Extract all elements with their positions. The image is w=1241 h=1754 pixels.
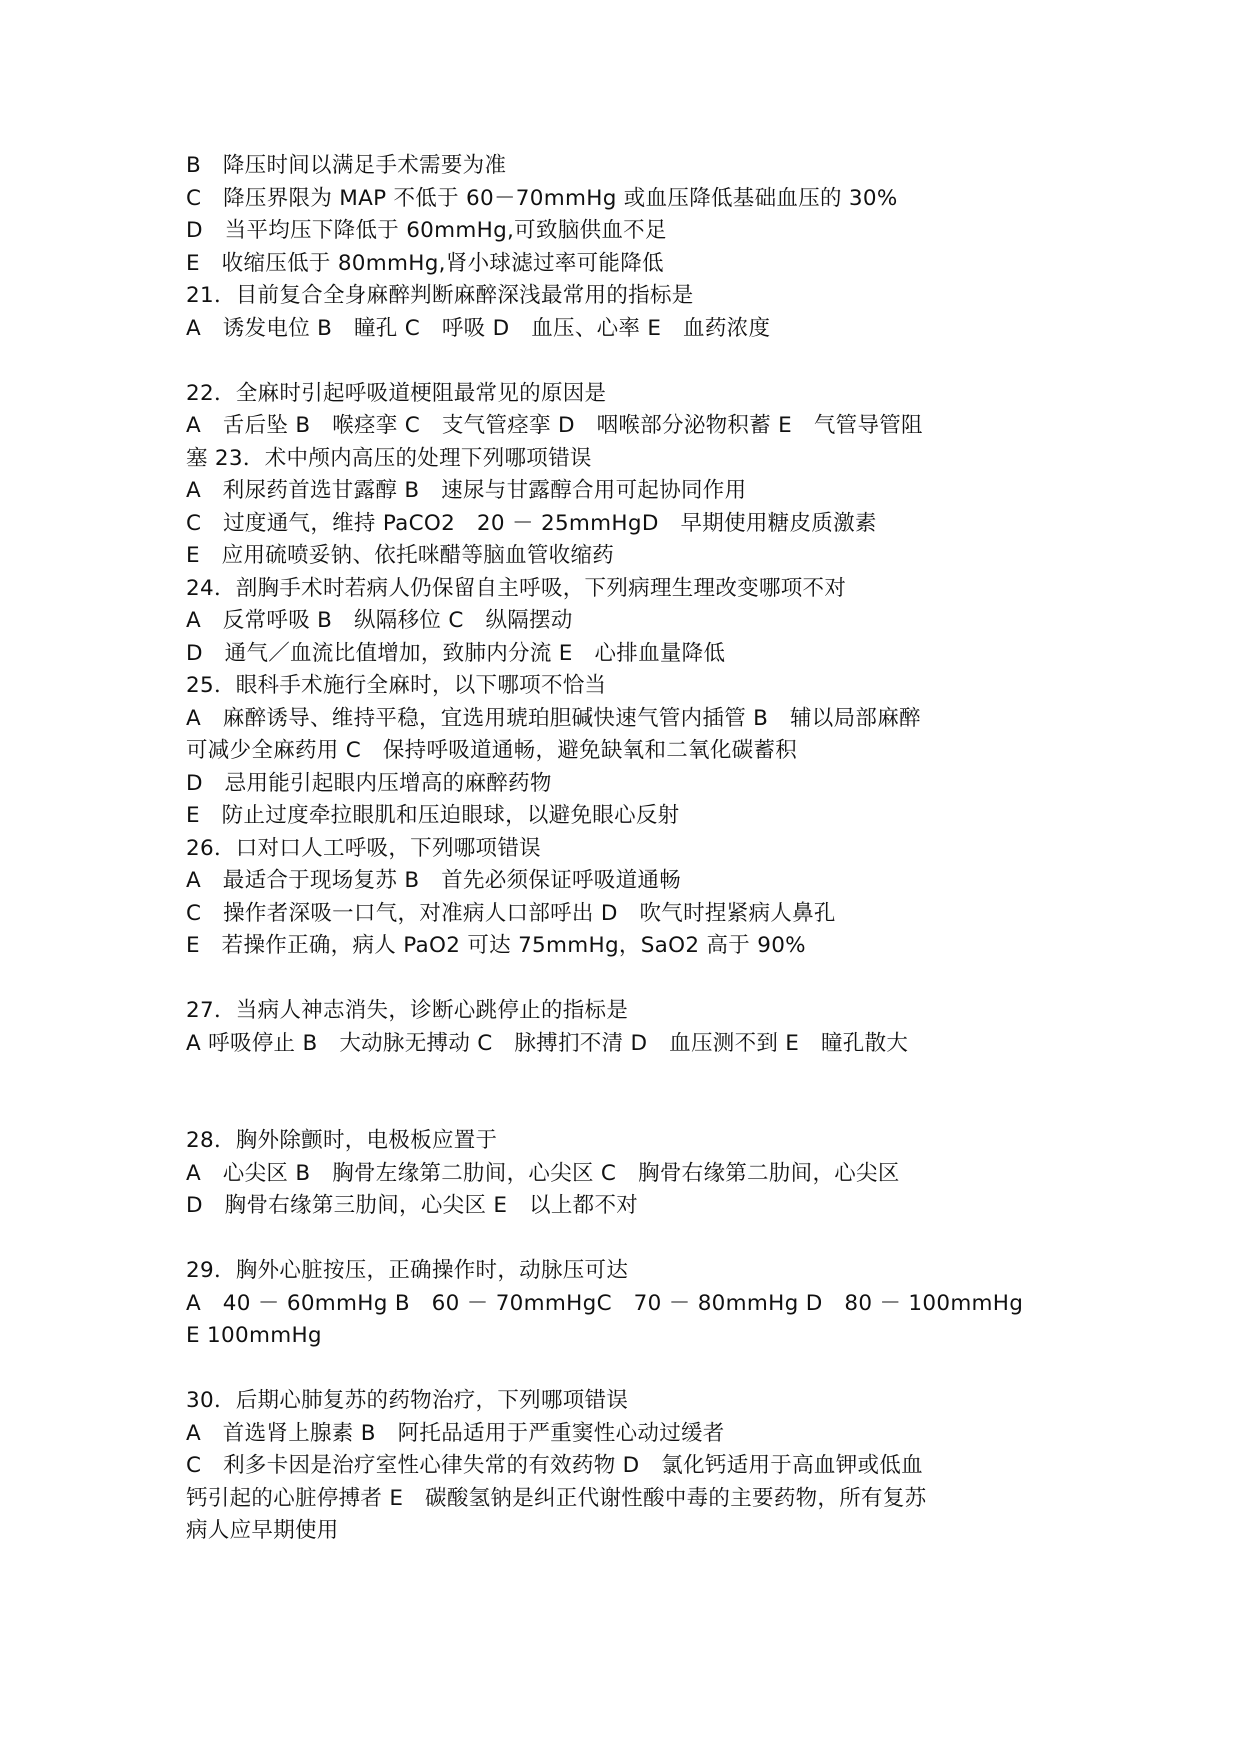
text-line: C 过度通气，维持 PaCO2 20 － 25mmHgD 早期使用糖皮质激素	[186, 510, 877, 536]
text-line: C 降压界限为 MAP 不低于 60－70mmHg 或血压降低基础血压的 30%	[186, 185, 898, 211]
text-line: B 降压时间以满足手术需要为准	[186, 153, 507, 178]
text-line: A 舌后坠 B 喉痉挛 C 支气管痉挛 D 咽喉部分泌物积蓄 E 气管导管阻	[186, 413, 923, 438]
text-line: A 麻醉诱导、维持平稳，宜选用琥珀胆碱快速气管内插管 B 辅以局部麻醉	[186, 705, 921, 731]
text-line: A 心尖区 B 胸骨左缘第二肋间，心尖区 C 胸骨右缘第二肋间，心尖区	[186, 1160, 900, 1186]
text-line: A 诱发电位 B 瞳孔 C 呼吸 D 血压、心率 E 血药浓度	[186, 315, 771, 341]
text-line: E 100mmHg	[186, 1323, 322, 1348]
text-line: A 40 － 60mmHg B 60 － 70mmHgC 70 － 80mmHg D 80 － 100mmHg	[186, 1290, 1024, 1316]
text-line: 27．当病人神志消失，诊断心跳停止的指标是	[186, 998, 629, 1023]
text-line: 22．全麻时引起呼吸道梗阻最常见的原因是	[186, 380, 607, 406]
text-line: E 若操作正确，病人 PaO2 可达 75mmHg，SaO2 高于 90%	[186, 933, 806, 958]
text-line: 29．胸外心脏按压，正确操作时，动脉压可达	[186, 1258, 629, 1283]
text-line: 可减少全麻药用 C 保持呼吸道通畅，避免缺氧和二氧化碳蓄积	[186, 738, 798, 763]
text-line: A 首选肾上腺素 B 阿托品适用于严重窦性心动过缓者	[186, 1420, 725, 1446]
blank-line	[186, 345, 1086, 378]
text-line: 塞 23．术中颅内高压的处理下列哪项错误	[186, 445, 592, 471]
text-line: 24．剖胸手术时若病人仍保留自主呼吸，下列病理生理改变哪项不对	[186, 575, 847, 601]
text-line: 30．后期心肺复苏的药物治疗，下列哪项错误	[186, 1388, 629, 1413]
blank-line	[186, 1093, 1086, 1126]
blank-line	[186, 1060, 1086, 1093]
text-line: D 忌用能引起眼内压增高的麻醉药物	[186, 770, 552, 796]
text-line: 21．目前复合全身麻醉判断麻醉深浅最常用的指标是	[186, 283, 694, 308]
blank-line	[186, 1223, 1086, 1256]
text-line: 25．眼科手术施行全麻时，以下哪项不恰当	[186, 673, 607, 698]
text-line: C 操作者深吸一口气，对准病人口部呼出 D 吹气时捏紧病人鼻孔	[186, 900, 836, 926]
document-body	[186, 150, 1086, 1548]
text-line: D 当平均压下降低于 60mmHg,可致脑供血不足	[186, 218, 667, 243]
text-line: A 反常呼吸 B 纵隔移位 C 纵隔摆动	[186, 608, 573, 633]
text-line: C 利多卡因是治疗室性心律失常的有效药物 D 氯化钙适用于高血钾或低血	[186, 1453, 923, 1478]
text-line: E 收缩压低于 80mmHg,肾小球滤过率可能降低	[186, 250, 664, 276]
text-line: 病人应早期使用	[186, 1518, 339, 1543]
text-line: 28．胸外除颤时，电极板应置于	[186, 1128, 498, 1153]
text-line: E 防止过度牵拉眼肌和压迫眼球，以避免眼心反射	[186, 803, 680, 828]
text-line: A 呼吸停止 B 大动脉无搏动 C 脉搏扪不清 D 血压测不到 E 瞳孔散大	[186, 1030, 909, 1056]
text-line: 26．口对口人工呼吸，下列哪项错误	[186, 835, 541, 861]
blank-line	[186, 963, 1086, 996]
text-line: A 利尿药首选甘露醇 B 速尿与甘露醇合用可起协同作用	[186, 478, 747, 503]
text-line: A 最适合于现场复苏 B 首先必须保证呼吸道通畅	[186, 868, 681, 893]
text-line: E 应用硫喷妥钠、依托咪醋等脑血管收缩药	[186, 543, 615, 568]
text-line: D 通气／血流比值增加，致肺内分流 E 心排血量降低	[186, 640, 726, 666]
text-line: D 胸骨右缘第三肋间，心尖区 E 以上都不对	[186, 1193, 639, 1218]
text-line: 钙引起的心脏停搏者 E 碳酸氢钠是纠正代谢性酸中毒的主要药物，所有复苏	[186, 1485, 927, 1511]
blank-line	[186, 1353, 1086, 1386]
